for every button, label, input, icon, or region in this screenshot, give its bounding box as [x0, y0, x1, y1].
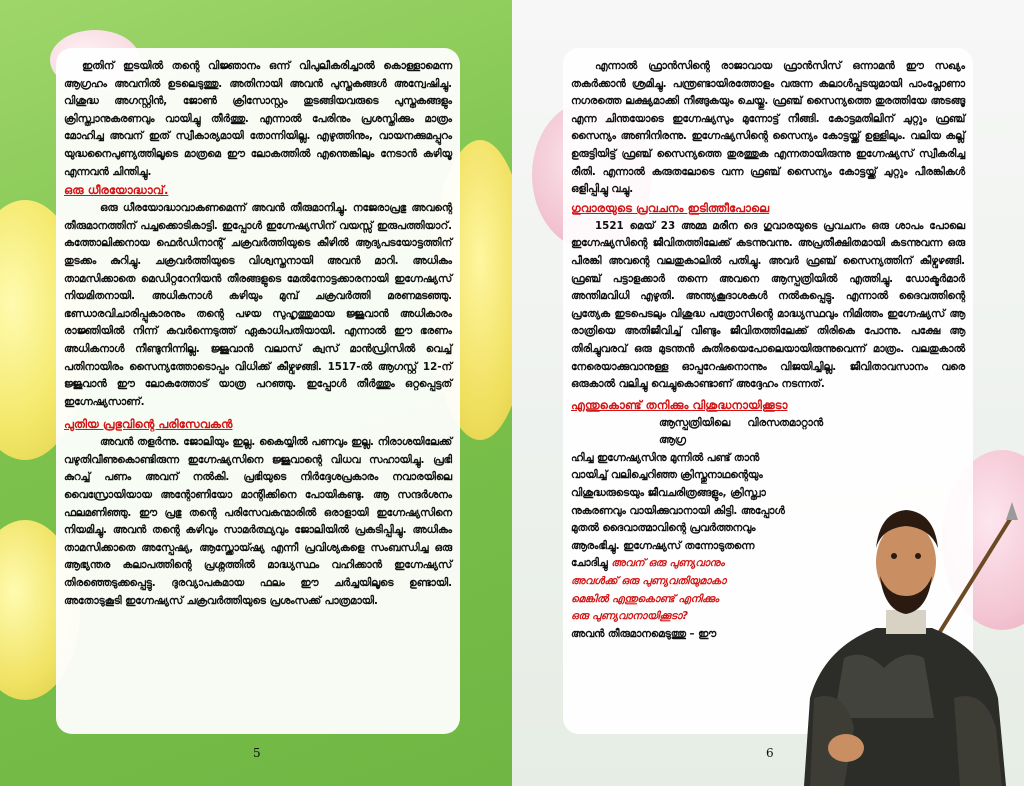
saint-portrait-illustration	[784, 498, 1024, 786]
text-line: നുകരണവും വായിക്കുവാനായി കിട്ടി. അപ്പോൾ	[571, 504, 785, 517]
section-heading: പുതിയ പ്രഭുവിന്റെ പരിസേവകൻ	[64, 417, 233, 432]
page-number: 5	[253, 746, 261, 760]
text-line: മുതൽ ദൈവാത്മാവിന്റെ പ്രവർത്തനവും	[571, 522, 756, 535]
text-line: വിശുദ്ധരുടെയും ജീവചരിത്രങ്ങളും, ക്രിസ്ത്വാ	[571, 487, 766, 500]
text-line: വായിച്ച് വലിച്ചെറിഞ്ഞ ക്രിസ്തുനാഥന്റെയും	[571, 469, 763, 482]
paragraph: 1521 മെയ് 23 അമ്മ മരീന ദെ ഗുവാരയുടെ പ്രവചനം ഒരു ശാപം പോലെ ഇഗ്നേഷ്യസിന്റെ ജീവിതത്തിലേക്ക് കടന്നുവന്നു. അപ്രതീക്ഷിതമായി കടന്നുവന്ന ഒരു പീരങ്കി അവന്റെ വലതുകാലിൽ പതിച്ചു. അവർ ഫ്രഞ്ച് സൈന്യത്തിന് കീഴ്വഴങ്ങി. ഫ്രഞ്ച് പട്ടാളക്കാർ തന്നെ അവനെ ആസ്പത്രിയിൽ എത്തിച്ചു. ഡോക്ടർമാർ അന്തിമവിധി എഴുതി. അന്ത്യകൂദാശകൾ നൽകപ്പെട്ടു. എന്നാൽ ദൈവത്തിന്റെ പ്രത്യേക ഇടപെടലും വിശുദ്ധ പത്രോസിന്റെ മാദ്ധ്യസ്ഥവും നിമിത്തം ഇഗ്നേഷ്യസ് ആ രാത്രിയെ അതിജീവിച്ച് വീണ്ടും ജീവിതത്തിലേക്ക് തിരികെ പോന്നു. പക്ഷേ ആ തിരിച്ചുവരവ് ഒരു മുടന്തൻ കുതിരയെപോലെയായിരുന്നുവെന്ന് മാത്രം. വലതുകാൽ നേരെയാക്കുവാനുള്ള ഓപ്പറേഷനൊന്നും വിജയിച്ചില്ല. ജീവിതാവസാനം വരെ ഒരുകാൽ വലിച്ചു വെച്ചുകൊണ്ടാണ് അദ്ദേഹം നടന്നത്.	[571, 219, 965, 391]
quote-line: ഒരു പുണ്യവാനായിക്കൂടാ?	[571, 610, 688, 623]
paragraph: അവൻ തളർന്നു. ജോലിയും ഇല്ല. കൈയ്യിൽ പണവും ഇല്ല. നിരാശയിലേക്ക് വഴുതിവീണുകൊണ്ടിരുന്ന ഇഗ്നേഷ്യസിനെ ജ്ജുവാന്റെ വിധവ സഹായിച്ചു. പ്രഭി കുറച്ച് പണം അവന് നൽകി. പ്രഭിയുടെ നിർദ്ദേശപ്രകാരം നവാരയിലെ വൈസ്രോയിയായ അന്റോണിയോ മാന്റിക്കിനെ പോയികണ്ടു. ആ സന്ദർശനം ഫലമണിഞ്ഞു. ഈ പ്രഭു തന്റെ പരിസേവകന്മാരിൽ ഒരാളായി ഇഗ്നേഷ്യസിനെ നിയമിച്ചു. അവൻ തന്റെ കഴിവും സാമർത്ഥ്യവും ജോലിയിൽ പ്രകടിപ്പിച്ചു. അധികം താമസിക്കാതെ അസ്പേഷ്യ, ആസ്ക്കോയ്ഷ്യ എന്നീ പ്രവിശ്യകളെ സംബന്ധിച്ച ഒരു ആഭ്യന്തര കലാപത്തിന്റെ പ്രശ്നത്തിൽ മാദ്ധ്യസ്ഥം വഹിക്കാൻ ഇഗ്നേഷ്യസ് തിരഞ്ഞെടുക്കപ്പെട്ടു. ദുരവ്യാപകമായ ഫലം ഈ ചർച്ചയിലൂടെ ഉണ്ടായി. അതോടുകൂടി ഇഗ്നേഷ്യസ് ചക്രവർത്തിയുടെ പ്രശംസക്ക് പാത്രമായി.	[64, 436, 452, 607]
section-heading: ഒരു ധീരയോദ്ധാവ്.	[64, 183, 169, 198]
text-line: ഹിച്ച ഇഗ്നേഷ്യസിനു മുന്നിൽ പണ്ട് താൻ	[571, 451, 760, 464]
paragraph: എന്നാൽ ഫ്രാൻസിന്റെ രാജാവായ ഫ്രാൻസിസ് ഒന്നാമൻ ഈ സഖ്യം തകർക്കാൻ ശ്രമിച്ചു. പന്ത്രണ്ടായിരത്തോളം വരുന്ന കലാൾപ്പടയുമായി പാംപ്ലോണാ നഗരത്തെ ലക്ഷ്യമാക്കി നീങ്ങുകയും ചെയ്തു. ഫ്രഞ്ച് സൈന്യത്തെ തുരത്തിയേ അടങ്ങൂ എന്ന ചിന്തയോടെ ഇഗ്നേഷ്യസും മുന്നോട്ട് നീങ്ങി. കോട്ടമതിലിന് ചുറ്റും ഫ്രഞ്ച് സൈന്യം അണിനിരന്നു. ഇഗ്നേഷ്യസിന്റെ സൈന്യം കോട്ടയ്ക്ക് ഉള്ളിലും. വലിയ കല്ല് ഉരുട്ടിയിട്ട് ഫ്രഞ്ച് സൈന്യത്തെ തുരത്തുക എന്നതായിരുന്നു ഇഗ്നേഷ്യസ് സ്വീകരിച്ച രീതി. എന്നാൽ കരുതലോടെ വന്ന ഫ്രഞ്ച് സൈന്യം കോട്ടയ്ക്ക് ചുറ്റും പീരങ്കികൾ ഒളിപ്പിച്ചു വച്ചു.	[571, 60, 965, 196]
left-text-column	[64, 58, 452, 610]
section-heading: ഗുവാരയുടെ പ്രവചനം ഇടിത്തീപോലെ	[571, 200, 770, 215]
section-heading: എന്തുകൊണ്ട് തനിക്കും വിശുദ്ധനായിക്കൂടാ	[571, 397, 788, 412]
text-line: ആരംഭിച്ചു. ഇഗ്നേഷ്യസ് തന്നോടുതന്നെ	[571, 539, 755, 552]
left-text-panel	[56, 48, 460, 734]
quote-line: മെങ്കിൽ എന്തുകൊണ്ട് എനിക്കും	[571, 592, 719, 605]
paragraph: ഒരു ധീരയോദ്ധാവാകണമെന്ന് അവൻ തീരുമാനിച്ചു. നജേരാപ്രഭു അവന്റെ തീരുമാനത്തിന് പച്ചക്കൊടികാട്ടി. ഇപ്പോൾ ഇഗ്നേഷ്യസിന് വയസ്സ് ഇരുപത്തിയാറ്. കത്തോലിക്കനായ ഫെർഡിനാന്റ് ചക്രവർത്തിയുടെ കീഴിൽ ആദ്യപടയോട്ടത്തിന് തുടക്കം കുറിച്ചു. ചക്രവർത്തിയുടെ വിശ്വസ്തനായി അവൻ മാറി. അധികം താമസിക്കാതെ മെഡിറ്ററേനിയൻ തീരങ്ങളുടെ മേൽനോട്ടക്കാരനായി ഇഗ്നേഷ്യസ് നിയമിതനായി. അധികനാൾ കഴിയും മുമ്പ് ചക്രവർത്തി മരണമടഞ്ഞു. ഭണ്ഡാരവിചാരിപ്പുകാരനും തന്റെ പഴയ സുഹൃത്തുമായ ജ്ജുവാൻ അധികാരം രാജ്ഞിയിൽ നിന്ന് കവർന്നെടുത്ത് ഏകാധിപതിയായി. എന്നാൽ ഈ ഭരണം അധികനാൾ നീണ്ടുനിന്നില്ല. ജ്ജുവാൻ വലാസ് ക്വസ് മാൻഡ്രിസിൽ വെച്ച് പതിനായിരം സൈന്യത്തോടൊപ്പം വിധിക്ക് കീഴ്വഴങ്ങി. 1517-ൽ ആഗസ്റ്റ് 12-ന് ജ്ജുവാൻ ഈ ലോകത്തോട് യാത്ര പറഞ്ഞു. ഇപ്പോൾ തീർത്തും ഒറ്റപ്പെട്ടത് ഇഗ്നേഷ്യസാണ്.	[64, 202, 452, 408]
paragraph: ഇതിന് ഇടയിൽ തന്റെ വിജ്ഞാനം ഒന്ന് വിപുലീകരിച്ചാൽ കൊള്ളാമെന്ന ആഗ്രഹം അവനിൽ ഉടലെടുത്തു. അതിനായി അവൻ പുസ്തകങ്ങൾ അന്വേഷിച്ചു. വിശുദ്ധ അഗസ്റ്റിൻ, ജോൺ ക്രിസോസ്റ്റം തുടങ്ങിയവരുടെ പുസ്തകങ്ങളും ക്രിസ്ത്വാനുകരണവും വായിച്ചു തീർത്തു. എന്നാൽ പേരിനും പ്രശസ്തിക്കും മാത്രം മോഹിച്ച അവന് ഇത് സ്വീകാര്യമായി തോന്നിയില്ല. എഴുത്തിനും, വായനക്കുമപ്പുറം യുദ്ധനൈപുണ്യത്തിലൂടെ മാത്രമെ ഈ ലോകത്തിൽ എന്തെങ്കിലും നേടാൻ കഴിയൂ എന്നവൻ ചിന്തിച്ചു.	[64, 60, 452, 178]
question-intro: ചോദിച്ചു	[571, 557, 608, 570]
quote-line: അവൾക്ക് ഒരു പുണ്യവതിയുമാകാ	[571, 575, 727, 588]
quote-line: അവന് ഒരു പുണ്യവാനും	[611, 557, 725, 570]
text-line: ആസ്പത്രിയിലെ വിരസതമാറ്റാൻ ആഗ്ര	[659, 416, 823, 447]
text-line: അവൻ തീരുമാനമെടുത്തു – ഈ	[571, 627, 716, 640]
page-number: 6	[766, 746, 774, 760]
